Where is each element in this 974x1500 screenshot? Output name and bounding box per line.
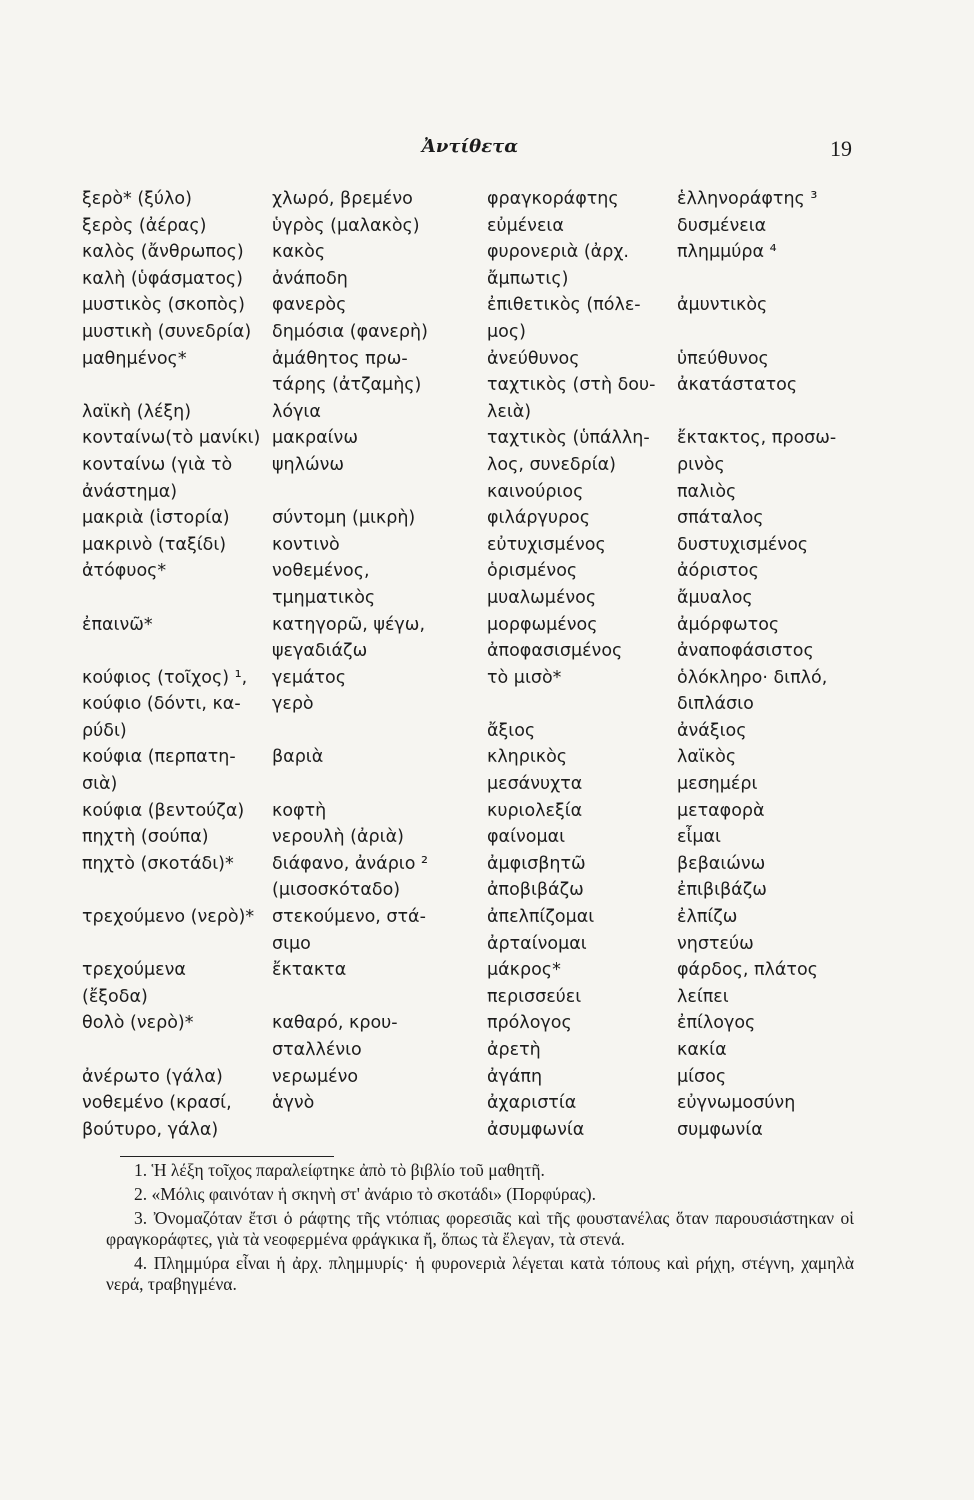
antonym: μίσος [677,1066,727,1087]
antonym: μακραίνω [272,428,358,449]
antonym: ὁλόκληρο· διπλό, διπλάσιο [677,667,828,715]
word: ἐπιθετικὸς (πόλε- μος) [487,295,641,342]
antonym: μεταφορὰ [677,800,765,821]
antonym: ἁγνὸ [272,1093,315,1114]
word: κούφια (βεντούζα) [82,800,245,821]
antonym-pair [82,346,472,399]
word: πηχτὸ (σκοτάδι)* [82,853,234,874]
antonym-pair [487,877,877,904]
word: τρεχούμενα (ἔξοδα) [82,960,186,1007]
word: φιλάργυρος [487,508,591,529]
word: κονταίνω(τὸ μανίκι) [82,428,261,449]
word: μακριὰ (ἱστορία) [82,508,230,529]
word: ἀποφασισμένος [487,641,623,662]
word: μυστικὸς (σκοπὸς) [82,295,245,316]
antonym: ἄμυαλος [677,587,753,608]
antonym: ἐλπίζω [677,907,738,928]
word: τὸ μισὸ* [487,667,562,688]
antonym-pair [487,186,877,213]
antonym: γεμάτος [272,667,346,688]
word: μεσάνυχτα [487,774,583,795]
antonym: ἀμόρφωτος [677,614,780,635]
word: κούφια (περπατη- σιὰ) [82,747,236,795]
antonym: ἀνάποδη [272,268,348,289]
antonym: ἀόριστος [677,561,759,582]
antonym: στεκούμενο, στά- σιμο [272,907,426,954]
antonym: λόγια [272,401,321,422]
antonym-pair [487,798,877,825]
word: ἀμφισβητῶ [487,853,586,874]
antonym: διάφανο, ἀνάριο ² (μισοσκόταδο) [272,853,429,901]
antonym: ἑλληνοράφτης ³ [677,189,818,209]
word: μυστικὴ (συνεδρία) [82,321,252,342]
word: τρεχούμενο (νερὸ)* [82,907,255,928]
antonym-pair [487,984,877,1011]
antonym: κοντινὸ [272,534,340,555]
antonym-pair [487,718,877,745]
antonym: ψηλώνω [272,454,345,475]
word: ἀχαριστία [487,1093,577,1114]
antonym: καθαρό, κρου- σταλλένιο [272,1013,398,1060]
antonym-pair [82,1064,472,1091]
antonym: δυσμένεια [677,215,767,236]
antonym: πλημμύρα ⁴ [677,242,777,263]
antonym: ἀμάθητος πρω- τάρης (ἀτζαμὴς) [272,348,422,396]
antonym-pair [82,957,472,1010]
word: νοθεμένο (κρασί, βούτυρο, γάλα) [82,1093,232,1140]
word: περισσεύει [487,986,582,1007]
antonym-pair [82,213,472,240]
antonym-pair [82,452,472,505]
antonym: σπάταλος [677,508,764,529]
antonym-pair [82,425,472,452]
antonym: λαϊκὸς [677,747,737,768]
word: μαθημένος* [82,348,187,369]
antonym-pair [82,399,472,426]
antonym: ὑγρὸς (μαλακὸς) [272,215,420,236]
word: ἀρετὴ [487,1040,541,1060]
footnotes [106,1160,854,1298]
antonym-pair [487,904,877,931]
word: κονταίνω (γιὰ τὸ ἀνάστημα) [82,454,233,502]
antonym-pair [487,1117,877,1144]
word: κυριολεξία [487,800,583,821]
antonym: ἐπίλογος [677,1013,756,1034]
footnote: 4. Πλημμύρα εἶναι ἡ ἀρχ. πλημμυρίς· ἡ φυρονεριὰ λέγεται κατὰ τόπους καὶ ρήχη, στέγνη, χαμηλὰ νερά, τραβηγμένα. [106,1253,854,1294]
footnote: 2. «Μόλις φαινόταν ἡ σκηνὴ στ' ἀνάριο τὸ σκοτάδι» (Πορφύρας). [134,1184,596,1204]
antonym: σύντομη (μικρὴ) [272,508,416,529]
antonym-pair [82,319,472,346]
word: μορφωμένος [487,614,598,635]
antonym: συμφωνία [677,1119,763,1140]
antonym: βεβαιώνω [677,853,766,874]
word: θολὸ (νερὸ)* [82,1013,194,1034]
word: ἀσυμφωνία [487,1119,585,1140]
antonym-pair [82,186,472,213]
antonym-pair [82,665,472,692]
footnote-divider [120,1156,334,1157]
page-title: Ἀντίθετα [421,136,519,157]
antonym-pair [82,744,472,797]
left-antonym-column [82,186,472,1143]
antonym: χλωρό, βρεμένο [272,189,413,209]
antonym-pair [82,292,472,319]
antonym: ἔκτακτος, προσω- ρινὸς [677,428,837,475]
word: εὐμένεια [487,215,564,236]
antonym-pair [487,558,877,585]
antonym-pair [82,851,472,904]
word: εὐτυχισμένος [487,534,606,555]
antonym: κακὸς [272,242,326,263]
antonym-pair [487,425,877,478]
antonym-pair [487,239,877,292]
antonym: ἔκτακτα [272,960,347,981]
antonym-pair [487,1090,877,1117]
antonym-pair [487,1064,877,1091]
word: ταχτικὸς (ὑπάλλη- λος, συνεδρία) [487,428,650,475]
word: ἐπαινῶ* [82,614,153,635]
word: ἀποβιβάζω [487,880,584,901]
antonym-pair [487,638,877,665]
right-antonym-column [487,186,877,1143]
antonym-pair [487,957,877,984]
antonym: δημόσια (φανερὴ) [272,321,428,342]
word: μάκρος* [487,960,561,981]
antonym-pair [487,931,877,958]
word: ἀπελπίζομαι [487,907,595,928]
antonym-pair [82,532,472,559]
antonym-pair [487,1037,877,1064]
antonym-pair [82,904,472,957]
word: ἄξιος [487,720,536,741]
antonym-pair [487,771,877,798]
antonym-pair [82,558,472,611]
word: ἀνεύθυνος [487,348,580,369]
antonym: ὑπεύθυνος [677,348,769,369]
antonym-pair [82,824,472,851]
antonym-pair [487,292,877,345]
antonym: παλιὸς [677,481,737,502]
antonym: δυστυχισμένος [677,534,809,555]
word: ξερὸ* (ξύλο) [82,189,192,209]
antonym: νερουλὴ (ἀριὰ) [272,827,404,848]
antonym: ἀμυντικὸς [677,295,768,316]
antonym: ἐπιβιβάζω [677,880,767,901]
footnote: 3. Ὀνομαζόταν ἔτσι ὁ ράφτης τῆς ντόπιας φορεσιᾶς καὶ τῆς φουστανέλας ὅταν παρουσιάστηκαν οἱ φραγκοράφτες, γιὰ τὰ νεοφερμένα φράγκικα ἤ, ὅπως τὰ ἔλεγαν, τὰ στενά. [106,1208,854,1249]
antonym-pair [487,505,877,532]
word: μακρινὸ (ταξίδι) [82,534,227,555]
antonym-pair [82,1090,472,1143]
word: φραγκοράφτης [487,189,619,209]
antonym-pair [487,612,877,639]
antonym-pair [82,612,472,665]
word: κούφιος (τοῖχος) ¹, [82,667,248,688]
antonym-pair [487,213,877,240]
word: κούφιο (δόντι, κα- ρύδι) [82,694,241,741]
word: ὁρισμένος [487,561,578,582]
antonym-pair [487,372,877,425]
word: λαϊκὴ (λέξη) [82,401,192,422]
antonym: νερωμένο [272,1066,359,1087]
antonym-pair [487,479,877,506]
antonym: ἀναποφάσιστος [677,641,814,662]
antonym-pair [82,266,472,293]
antonym: βαριὰ [272,747,324,768]
antonym: κακία [677,1040,727,1060]
antonym-pair [82,1010,472,1063]
antonym: ἀνάξιος [677,720,747,741]
antonym: φανερὸς [272,295,347,316]
antonym: ἀκατάστατος [677,375,798,396]
antonym: κοφτὴ [272,800,327,821]
antonym-pair [487,744,877,771]
word: φαίνομαι [487,827,566,848]
word: μυαλωμένος [487,587,597,608]
antonym: νηστεύω [677,933,754,954]
word: ἀτόφυος* [82,561,167,582]
antonym: λείπει [677,986,729,1007]
antonym-pair [82,798,472,825]
antonym-pair [82,505,472,532]
antonym-pair [487,346,877,373]
antonym: εἶμαι [677,827,721,848]
antonym-pair [82,691,472,744]
footnote: 1. Ἡ λέξη τοῖχος παραλείφτηκε ἀπὸ τὸ βιβλίο τοῦ μαθητῆ. [134,1160,545,1180]
antonym: εὐγνωμοσύνη [677,1093,796,1114]
word: καλὴ (ὑφάσματος) [82,268,243,289]
antonym-pair [82,239,472,266]
word: ταχτικὸς (στὴ δου- λειὰ) [487,375,656,422]
word: καλὸς (ἄνθρωπος) [82,242,244,263]
word: ἀγάπη [487,1066,543,1087]
antonym-pair [487,585,877,612]
page-number: 19 [830,136,852,161]
word: ἀρταίνομαι [487,933,587,954]
antonym: γερὸ [272,694,314,715]
word: φυρονεριὰ (ἀρχ. ἄμπωτις) [487,242,629,289]
antonym-pair [487,824,877,851]
antonym: νοθεμένος, τμηματικὸς [272,561,376,608]
word: πηχτὴ (σούπα) [82,827,209,848]
antonym-pair [487,1010,877,1037]
antonym: κατηγορῶ, ψέγω, ψεγαδιάζω [272,614,426,662]
antonym-pair [487,851,877,878]
word: πρόλογος [487,1013,572,1034]
word: κληρικὸς [487,747,568,768]
antonym: μεσημέρι [677,774,758,795]
antonym-pair [487,532,877,559]
word: ξερὸς (ἀέρας) [82,215,207,236]
antonym-pair [487,665,877,718]
word: ἀνέρωτο (γάλα) [82,1066,223,1087]
antonym: φάρδος, πλάτος [677,960,818,981]
word: καινούριος [487,481,584,502]
